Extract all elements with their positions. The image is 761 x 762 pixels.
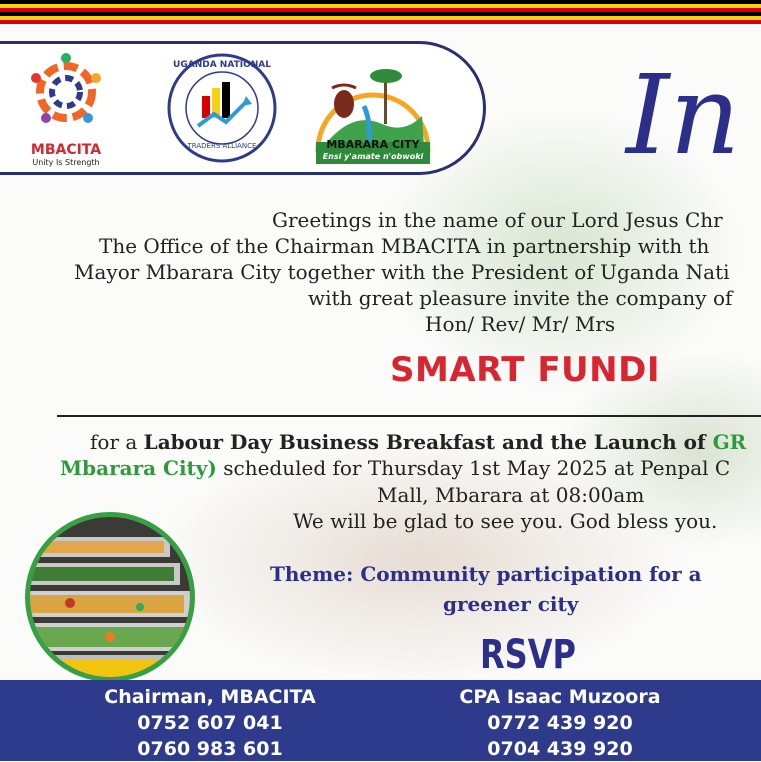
contact-left-phone-1: 0752 607 041	[137, 712, 283, 734]
mbacita-name: MBACITA	[30, 142, 102, 158]
event-schedule-line	[60, 456, 730, 480]
rsvp-heading: RSVP	[480, 632, 576, 678]
theme-line-2: greener city	[443, 592, 579, 616]
event-line	[90, 430, 746, 454]
theme-line-1: Theme: Community participation for a	[270, 562, 702, 586]
buffet-photo	[25, 512, 195, 682]
city-motto: Ensi y'amate n'obwoki	[322, 152, 424, 161]
contact-right	[420, 684, 700, 762]
event-green-text: GR	[712, 430, 747, 454]
mbacita-tagline: Unity Is Strength	[32, 158, 100, 167]
contact-right-phone-1: 0772 439 920	[487, 712, 633, 734]
buffet-trays-icon	[30, 517, 190, 677]
venue-line: Mall, Mbarara at 08:00am	[377, 483, 645, 507]
traders-alliance-logo	[166, 52, 278, 164]
contact-left-title: Chairman, MBACITA	[104, 686, 316, 708]
event-schedule: scheduled for Thursday 1st May 2025 at Penpal C	[216, 456, 731, 480]
event-prefix: for a	[90, 430, 144, 454]
contact-right-phone-2: 0704 439 920	[487, 738, 633, 760]
traders-top-text: UGANDA NATIONAL	[173, 60, 271, 70]
mbacita-logo	[18, 52, 114, 168]
salutation-line: Hon/ Rev/ Mr/ Mrs	[425, 312, 616, 336]
contact-left	[70, 684, 350, 762]
traders-bottom-text: TRADERS ALLIANCE	[187, 142, 257, 150]
event-city: Mbarara City)	[60, 456, 217, 480]
contact-left-phone-2: 0760 983 601	[137, 738, 283, 760]
mbarara-city-logo	[312, 54, 434, 166]
office-line: The Office of the Chairman MBACITA in partnership with th	[99, 234, 710, 258]
divider	[57, 415, 761, 417]
event-title: Labour Day Business Breakfast and the Launch of	[143, 430, 713, 454]
contact-right-title: CPA Isaac Muzoora	[459, 686, 661, 708]
guest-name: SMART FUNDI	[390, 350, 660, 390]
greeting-line: Greetings in the name of our Lord Jesus Chr	[272, 208, 723, 232]
blessing-line: We will be glad to see you. God bless you.	[293, 509, 718, 533]
city-name: MBARARA CITY	[326, 138, 420, 151]
mbacita-emblem-icon	[18, 52, 114, 132]
mayor-line: Mayor Mbarara City together with the President of Uganda Nati	[74, 260, 730, 284]
invitation-title: In	[626, 51, 741, 179]
flag-stripes	[0, 0, 761, 24]
invite-line: with great pleasure invite the company of	[308, 286, 733, 310]
